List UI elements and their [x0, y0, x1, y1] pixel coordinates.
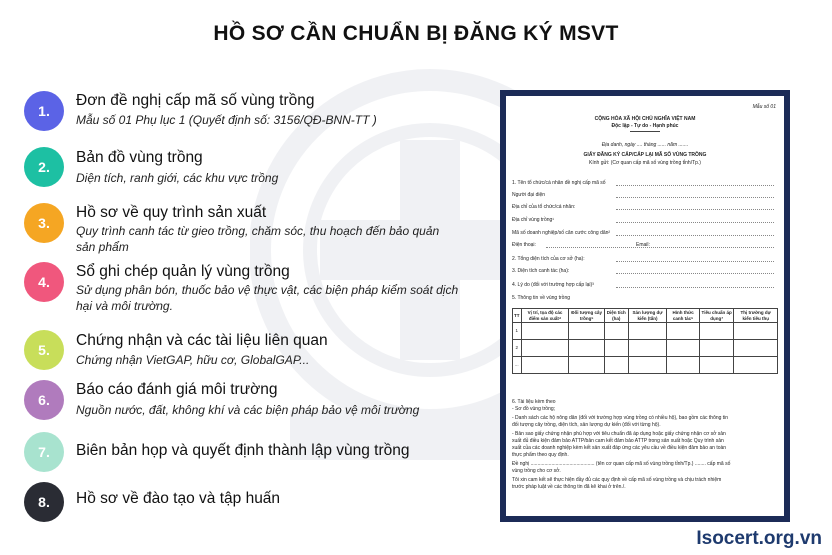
- form-table-cell: [628, 323, 667, 340]
- form-motto: Độc lập - Tự do - Hạnh phúc: [611, 123, 679, 129]
- form-paper: [506, 96, 784, 516]
- form-table-cell: [734, 357, 778, 374]
- item-number-badge: 4.: [24, 262, 64, 302]
- item-number-badge: 2.: [24, 147, 64, 187]
- item-subtitle: Chứng nhận VietGAP, hữu cơ, GlobalGAP...: [76, 353, 310, 367]
- checklist-item: [24, 380, 494, 428]
- form-table-cell: [569, 340, 604, 357]
- form-table-cell: [604, 357, 628, 374]
- item-title: Đơn đề nghị cấp mã số vùng trồng: [76, 92, 315, 109]
- form-field-line: Người đại diện: [512, 192, 546, 198]
- checklist-item: [24, 330, 494, 378]
- form-table-header: Thị trường dự kiến tiêu thụ: [734, 309, 778, 323]
- form-title: GIẤY ĐĂNG KÝ CẤP/CẤP LẠI MÃ SỐ VÙNG TRỒNG: [583, 152, 707, 158]
- form-field-line: Địa chỉ của tổ chức/cá nhân:: [512, 204, 576, 210]
- form-table-cell: [569, 357, 604, 374]
- item-number-badge: 7.: [24, 432, 64, 472]
- site-url: Isocert.org.vn: [696, 528, 822, 549]
- form-table-header: Sản lượng dự kiến (tấn): [628, 309, 667, 323]
- form-table-cell: [569, 323, 604, 340]
- page-title: HỒ SƠ CẦN CHUẨN BỊ ĐĂNG KÝ MSVT: [213, 22, 619, 45]
- form-divider: [630, 131, 660, 132]
- item-title: Báo cáo đánh giá môi trường: [76, 381, 278, 398]
- form-table-cell: 1: [513, 323, 522, 340]
- registration-form-image: [500, 90, 790, 522]
- form-field-line: 2. Tổng diện tích của cơ sở (ha):: [512, 256, 585, 262]
- form-field-line: Mã số doanh nghiệp/số căn cước công dân²: [512, 230, 611, 236]
- form-number: Mẫu số 01: [752, 104, 776, 110]
- form-table-cell: [699, 340, 734, 357]
- form-addressee: Kính gửi: (Cơ quan cấp mã số vùng trồng tỉnh/Tp.): [589, 160, 701, 166]
- form-note-line: vùng trồng cho cơ sở.: [512, 468, 561, 474]
- form-note-line: Đề nghị .............................................. (tên cơ quan cấp mã số vùng trồng tỉnh/Tp.) ........ cấp mã số: [512, 461, 731, 467]
- item-number-badge: 5.: [24, 330, 64, 370]
- item-number-badge: 3.: [24, 203, 64, 243]
- form-table-row: [513, 357, 778, 374]
- item-subtitle: Quy trình canh tác từ gieo trồng, chăm sóc, thu hoạch đến bảo quản sản phẩm: [76, 224, 440, 254]
- form-table-cell: [604, 323, 628, 340]
- checklist-item: [24, 147, 494, 195]
- form-field-dotted-line: [616, 273, 774, 274]
- item-number-badge: 6.: [24, 380, 64, 420]
- checklist-item: [24, 262, 494, 313]
- form-table-cell: [521, 357, 569, 374]
- form-note-line: - Bản sao giấy chứng nhận phù hợp với tiêu chuẩn đã áp dụng hoặc giấy chứng nhận cơ sở sản: [512, 431, 726, 437]
- item-subtitle: Sử dụng phân bón, thuốc bảo vệ thực vật, các biện pháp kiểm soát dịch hại và môi trường.: [76, 283, 459, 313]
- form-table-cell: [521, 323, 569, 340]
- form-table-header: Tiêu chuẩn áp dụng⁷: [699, 309, 734, 323]
- form-table-cell: [734, 340, 778, 357]
- form-email-label: Email:: [636, 242, 650, 248]
- form-table-header: Diện tích (ha): [604, 309, 628, 323]
- form-note-line: Tôi xin cam kết sẽ thực hiện đầy đủ các quy định về cấp mã số vùng trồng và chịu trách nhiệm: [512, 477, 722, 483]
- item-title: Chứng nhận và các tài liệu liên quan: [76, 332, 328, 349]
- form-field-line: 5. Thông tin về vùng trồng: [512, 295, 571, 301]
- form-field-line: Địa chỉ vùng trồng¹: [512, 217, 554, 223]
- form-field-dotted-line: [616, 222, 774, 223]
- form-field-line: 3. Diện tích canh tác (ha):: [512, 268, 570, 274]
- form-field-dotted-line: [616, 185, 774, 186]
- form-field-line: 1. Tên tổ chức/cá nhân đề nghị cấp mã số: [512, 180, 606, 186]
- item-title: Sổ ghi chép quản lý vùng trồng: [76, 263, 290, 280]
- form-place-date: Địa danh, ngày .... tháng ...... năm .......: [601, 142, 689, 148]
- form-note-line: - Sơ đồ vùng trồng;: [512, 406, 556, 412]
- form-table-cell: [734, 323, 778, 340]
- checklist-item: [24, 482, 494, 530]
- form-table-header: Đối tượng cây trồng⁵: [569, 309, 604, 323]
- form-note-line: xuất đủ điều kiện đảm bảo ATTP/bản cam kết đảm bảo ATTP trong sản xuất hoặc Quy trình sản: [512, 438, 724, 444]
- item-title: Hồ sơ về quy trình sản xuất: [76, 204, 267, 221]
- form-table-cell: [699, 357, 734, 374]
- form-table-header: Hình thức canh tác⁶: [667, 309, 700, 323]
- item-title: Biên bản họp và quyết định thành lập vùng trồng: [76, 442, 410, 459]
- form-table-row: [513, 340, 778, 357]
- item-number-badge: 8.: [24, 482, 64, 522]
- form-nation-header: CỘNG HÒA XÃ HỘI CHỦ NGHĨA VIỆT NAM: [594, 116, 696, 122]
- form-table-cell: [521, 340, 569, 357]
- form-table-cell: [667, 323, 700, 340]
- checklist-item: [24, 91, 494, 139]
- item-title: Hồ sơ về đào tạo và tập huấn: [76, 490, 281, 507]
- form-field-dotted-line: [546, 247, 774, 248]
- form-field-dotted-line: [616, 287, 774, 288]
- form-table-cell: [628, 340, 667, 357]
- checklist-item: [24, 432, 494, 480]
- form-note-line: thực phẩm theo quy định.: [512, 452, 569, 458]
- form-table-cell: ...: [513, 357, 522, 374]
- item-number-badge: 1.: [24, 91, 64, 131]
- form-note-line: 6. Tài liệu kèm theo: [512, 399, 556, 405]
- item-subtitle: Nguồn nước, đất, không khí và các biện pháp bảo vệ môi trường: [76, 403, 420, 417]
- form-table-cell: 2: [513, 340, 522, 357]
- form-note-line: đối tượng cây trồng, diện tích, sản lượng dự kiến (đối với từng hộ).: [512, 422, 661, 428]
- form-table-cell: [699, 323, 734, 340]
- form-note-line: xuất của các doanh nghiệp kèm kết sản xuất đáp ứng các yêu cầu về điều kiện đảm bảo an toàn: [512, 445, 727, 451]
- form-table-header: Vị trí, tọa độ các điểm sản xuất⁴: [521, 309, 569, 323]
- form-table-cell: [628, 357, 667, 374]
- item-title: Bản đồ vùng trồng: [76, 149, 203, 166]
- form-note-line: trước pháp luật về các thông tin đã kê khai ở trên./.: [512, 484, 626, 490]
- form-field-dotted-line: [616, 235, 774, 236]
- form-table-row: [513, 323, 778, 340]
- form-table-header: TT: [513, 309, 522, 323]
- form-table-cell: [667, 340, 700, 357]
- form-field-line: 4. Lý do (đối với trường hợp cấp lại)³: [512, 282, 594, 288]
- item-subtitle: Diện tích, ranh giới, các khu vực trồng: [76, 171, 279, 185]
- item-subtitle: Mẫu số 01 Phụ lục 1 (Quyết định số: 3156/QĐ-BNN-TT ): [76, 113, 377, 127]
- form-table: [512, 308, 778, 374]
- form-table-cell: [604, 340, 628, 357]
- form-table-cell: [667, 357, 700, 374]
- form-field-dotted-line: [616, 209, 774, 210]
- form-note-line: - Danh sách các hộ nông dân (đối với trường hợp vùng trồng có nhiều hộ), bao gồm các thông tin: [512, 415, 729, 421]
- form-field-line: Điện thoại:: [512, 242, 536, 248]
- form-field-dotted-line: [616, 197, 774, 198]
- form-field-dotted-line: [616, 261, 774, 262]
- checklist-item: [24, 203, 494, 254]
